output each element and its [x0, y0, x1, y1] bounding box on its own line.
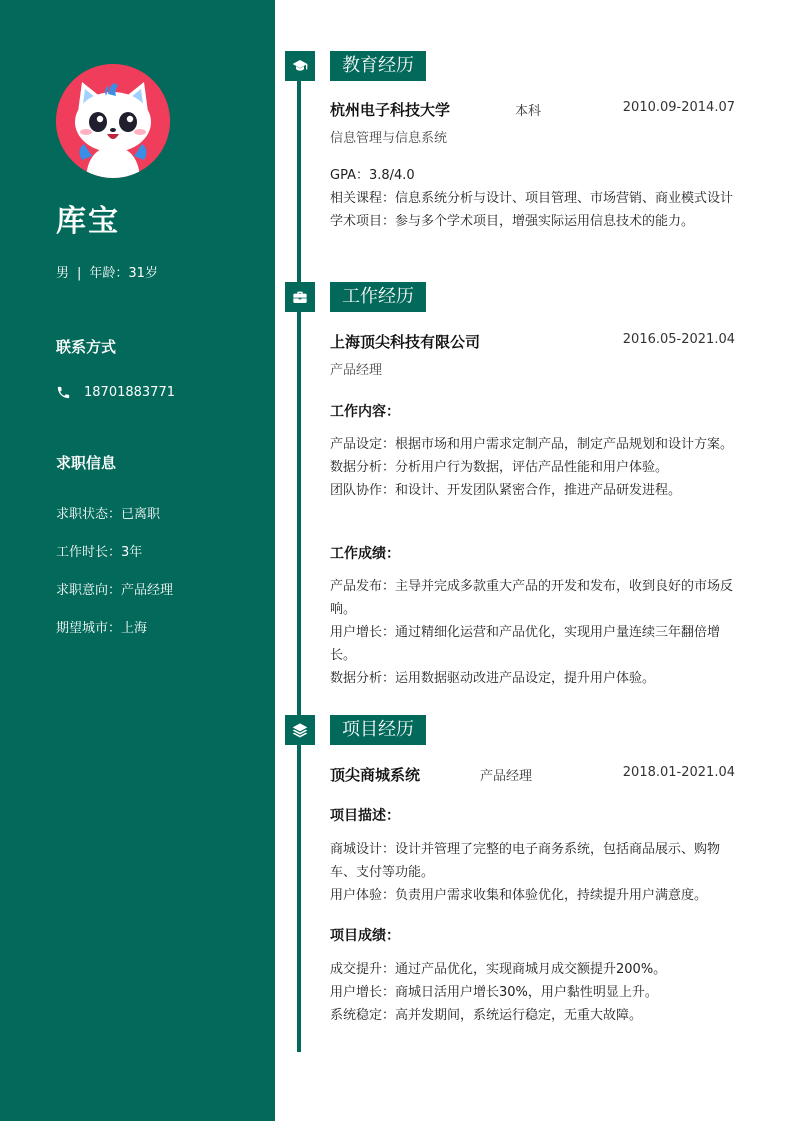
gpa: GPA：3.8/4.0 [330, 168, 415, 183]
avatar [56, 64, 170, 178]
briefcase-icon [292, 289, 308, 305]
company-name: 上海顶尖科技有限公司 [330, 333, 481, 351]
layers-icon [292, 722, 308, 738]
project-name: 顶尖商城系统 [330, 766, 421, 784]
list-item: 数据分析：运用数据驱动改进产品设定，提升用户体验。 [330, 671, 656, 686]
expected-city: 期望城市：上海 [56, 621, 148, 636]
project-section-icon [285, 715, 315, 745]
project-section-title: 项目经历 [330, 715, 426, 745]
job-status: 求职状态：已离职 [56, 507, 161, 522]
graduation-cap-icon [292, 58, 308, 74]
list-item: 用户增长：通过精细化运营和产品优化，实现用户量连续三年翻倍增长。 [330, 625, 721, 663]
work-results-list [330, 575, 740, 690]
list-item: 成交提升：通过产品优化，实现商城月成交额提升200%。 [330, 962, 667, 977]
list-item: 系统稳定：高并发期间，系统运行稳定，无重大故障。 [330, 1008, 643, 1023]
sidebar [0, 0, 275, 1121]
academic-projects: 学术项目：参与多个学术项目，增强实际运用信息技术的能力。 [330, 214, 695, 229]
phone-icon [56, 385, 71, 400]
work-section-icon [285, 282, 315, 312]
list-item: 商城设计：设计并管理了完整的电子商务系统，包括商品展示、购物车、支付等功能。 [330, 842, 721, 880]
education-details [330, 164, 740, 233]
gender: 男 [56, 266, 70, 281]
timeline-line [297, 52, 301, 1052]
cat-mascot-avatar-icon [56, 64, 170, 178]
work-results-heading: 工作成绩： [330, 546, 400, 562]
work-duration: 工作时长：3年 [56, 545, 143, 560]
major: 信息管理与信息系统 [330, 131, 448, 146]
school-name: 杭州电子科技大学 [330, 101, 451, 119]
education-section-icon [285, 51, 315, 81]
job-info-title: 求职信息 [56, 454, 117, 472]
list-item: 用户体验：负责用户需求收集和体验优化，持续提升用户满意度。 [330, 888, 708, 903]
project-results-heading: 项目成绩： [330, 928, 400, 944]
courses: 相关课程：信息系统分析与设计、项目管理、市场营销、商业模式设计 [330, 191, 734, 206]
phone-row [56, 385, 175, 400]
basic-info [56, 262, 158, 281]
list-item: 数据分析：分析用户行为数据，评估产品性能和用户体验。 [330, 460, 669, 475]
work-role: 产品经理 [330, 363, 383, 378]
education-section-title: 教育经历 [330, 51, 426, 81]
project-desc-heading: 项目描述： [330, 808, 400, 824]
list-item: 产品设定：根据市场和用户需求定制产品，制定产品规划和设计方案。 [330, 437, 734, 452]
project-role: 产品经理 [480, 769, 533, 784]
list-item: 产品发布：主导并完成多款重大产品的开发和发布，收到良好的市场反响。 [330, 579, 734, 617]
phone-number[interactable]: 18701883771 [84, 385, 175, 400]
info-separator: | [77, 266, 82, 281]
education-dates: 2010.09-2014.07 [622, 100, 735, 115]
contact-title: 联系方式 [56, 338, 117, 356]
list-item: 团队协作：和设计、开发团队紧密合作，推进产品研发进程。 [330, 483, 682, 498]
work-dates: 2016.05-2021.04 [622, 332, 735, 347]
job-intention: 求职意向：产品经理 [56, 583, 174, 598]
degree: 本科 [515, 104, 542, 119]
list-item: 用户增长：商城日活用户增长30%，用户黏性明显上升。 [330, 985, 658, 1000]
work-content-list [330, 433, 740, 502]
work-section-title: 工作经历 [330, 282, 426, 312]
project-results-list [330, 958, 740, 1027]
age: 年龄：31岁 [89, 266, 158, 281]
project-desc-list [330, 838, 740, 907]
work-content-heading: 工作内容： [330, 404, 400, 420]
candidate-name: 库宝 [56, 204, 120, 239]
project-dates: 2018.01-2021.04 [622, 765, 735, 780]
